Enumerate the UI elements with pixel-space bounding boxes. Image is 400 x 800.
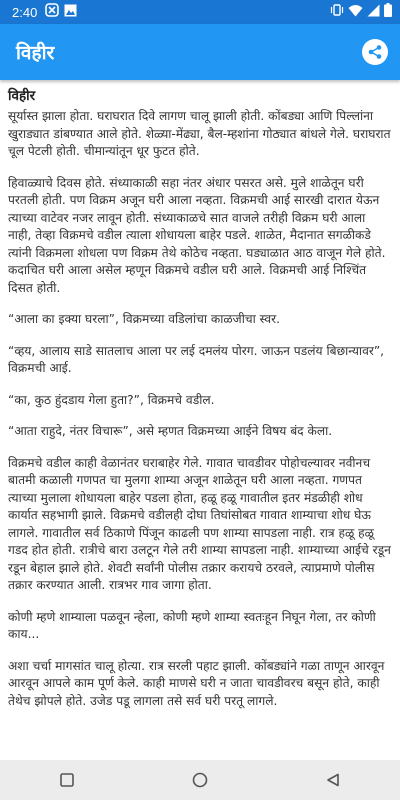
status-left-icons [45, 3, 77, 21]
back-icon [326, 773, 340, 787]
recents-icon [60, 773, 74, 787]
story-paragraph-5: “का, कुठ हुंदडाय गेला हुता?”, विक्रमचे वडील. [8, 392, 215, 407]
home-button[interactable] [180, 760, 220, 800]
back-button[interactable] [313, 760, 353, 800]
wifi-icon [348, 4, 363, 21]
story-paragraph-8: कोणी म्हणे शाम्याला पळवून न्हेला, कोणी म्हणे शाम्या स्वतःहून निघून गेला, तर कोणी काय... [8, 609, 376, 641]
app-title: विहीर [16, 42, 55, 64]
story-paragraph-9: अशा चर्चा मागसांत चालू होत्या. रात्र सरली पहाट झाली. कोंबड्यांने गळा ताणून आरवून आरवून आपले काम पूर्ण केले. काही माणसे घरी न जाता चावडीवरच बसून होते, काही तेथेच झोपले होते. उजेड पडू लागला तसे सर्व घरी परतू लागले. [8, 658, 385, 708]
story-paragraph-4: “व्हय, आलाय साडे सातलाच आला पर लई दमलंय पोरग. जाऊन पडलंय बिछान्यावर”, विक्रमची आई. [8, 343, 385, 375]
cell-signal-icon [367, 4, 380, 21]
status-time: 2:40 [12, 4, 38, 20]
image-icon [64, 4, 77, 21]
share-button[interactable] [362, 39, 388, 65]
story-paragraph-1: सूर्यास्त झाला होता. घराघरात दिवे लागण चालू झाली होती. कोंबड्या आणि पिल्लांना खुराड्यात डांबण्यात आले होते. शेळ्या-मेंढ्या, बैल-म्हशांना गोठ्यात बांधले गेले. घराघरात चूल पेटली होती. चीमान्यांतून धूर फुटत होते. [8, 109, 391, 158]
recents-button[interactable] [47, 760, 87, 800]
app-bar [0, 24, 400, 80]
story-paragraph-2: हिवाळ्याचे दिवस होते. संध्याकाळी सहा नंतर अंधार पसरत असे. मुले शाळेतून घरी परतली होती. पण विक्रम अजून घरी आला नव्हता. विक्रमची आई सारखी दारात येऊन त्याच्या वाटेवर नजर लावून होती. संध्याकाळचे सात वाजले तरीही विक्रम घरी आला नाही, तेव्हा विक्रमचे वडील त्याला शोधायला बाहेर पडले. शाळेत, मैदानात सगळीकडे त्यांनी विक्रमला शोधला पण विक्रम तेथे कोठेच नव्हता. घड्याळात आठ वाजून गेले होते. कदाचित घरी आला असेल म्हणून विक्रमचे वडील घरी आले. विक्रमची आई निश्चिंत दिसत होती. [8, 175, 386, 295]
notification-icon [45, 3, 59, 21]
navigation-bar [0, 760, 400, 800]
story-paragraph-3: “आला का इक्या घरला”, विक्रमच्या वडिलांचा काळजीचा स्वर. [8, 312, 280, 326]
vibrate-icon [330, 3, 344, 21]
story-heading: विहीर [8, 88, 36, 104]
battery-icon [384, 3, 392, 21]
story-paragraph-6: “आता राहुदे, नंतर विचारू”, असे म्हणत विक्रमच्या आईने विषय बंद केला. [8, 424, 333, 438]
status-right-icons [330, 3, 392, 21]
status-bar [0, 0, 400, 24]
share-icon [367, 44, 383, 60]
story-paragraph-7: विक्रमचे वडील काही वेळानंतर घराबाहेर गेले. गावात चावडीवर पोहोचल्यावर नवीनच बातमी कळाली गणपत चा मुलगा शाम्या अजून शाळेतून घरी आला नव्हता. गणपत त्याच्या मुलाला शोधायला बाहेर पडला होता, हळू हळू गावातील इतर मंडळीही शोध कार्यात सहभागी झाले. विक्रमचे वडीलही दोघा तिघांसोबत गावात शाम्याचा शोध घेऊ लागले. गावातील सर्व ठिकाणे पिंजून काढली पण शाम्या सापडला नाही. रात्र हळू हळू गडद होत होती. रात्रीचे बारा उलटून गेले तरी शाम्या सापडला नाही. शाम्याच्या आईचे रडून रडून बेहाल झाले होते. शेवटी सर्वांनी पोलीस तक्रार करायचे ठरवले, त्याप्रमाणे पोलीस तक्रार करण्यात आली. रात्रभर गाव जागा होता. [8, 455, 391, 592]
home-icon [192, 772, 208, 788]
story-content[interactable] [0, 80, 400, 760]
